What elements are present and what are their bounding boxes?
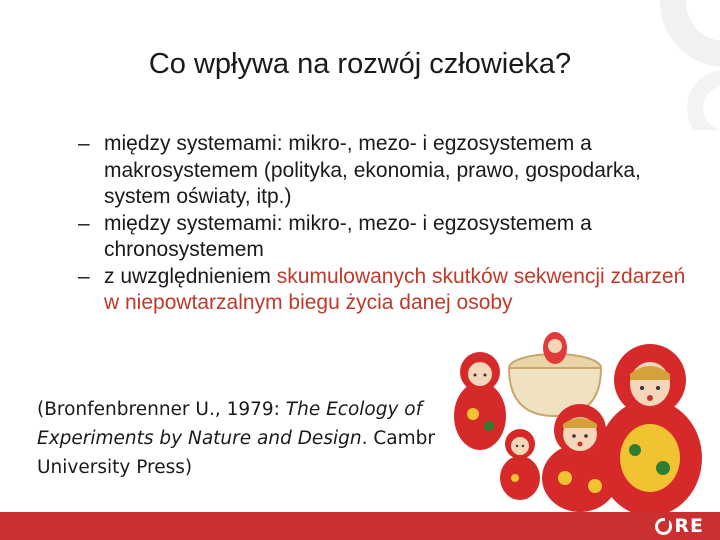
bullet-dash: –	[78, 132, 90, 155]
citation-title-part: Experiments by Nature and Design	[37, 428, 362, 449]
citation-line	[37, 453, 477, 482]
citation-line	[37, 424, 477, 453]
matryoshka-dolls-photo	[445, 318, 713, 514]
citation	[37, 395, 477, 482]
citation-line	[37, 395, 477, 424]
bullet-text: między systemami: mikro-, mezo- i egzosystemem a makrosystemem (polityka, ekonomia, prawo, gospodarka, system oświaty, itp.)	[104, 132, 641, 208]
footer-bar	[0, 512, 720, 540]
slide-title: Co wpływa na rozwój człowieka?	[148, 48, 572, 80]
bullet-text: między systemami: mikro-, mezo- i egzosystemem a chronosystemem	[104, 211, 592, 261]
bullet-item	[78, 264, 698, 317]
bullet-list	[78, 131, 698, 338]
citation-author: (Bronfenbrenner U., 1979:	[37, 399, 286, 420]
bullet-dash: –	[78, 211, 90, 235]
citation-title-part: The Ecology of	[285, 399, 423, 420]
logo-text: RE	[674, 515, 704, 537]
citation-publisher: University Press)	[37, 457, 193, 478]
bullet-text: z uwzględnieniem	[104, 264, 277, 288]
ore-logo	[655, 515, 704, 537]
bullet-highlight-text: skumulowanych skutków sekwencji zdarzeń w niepowtarzalnym biegu życia danej osoby	[104, 264, 686, 314]
citation-publisher: . Cambr	[361, 428, 435, 449]
bullet-item	[78, 211, 698, 264]
matryoshka-dolls-icon	[445, 318, 713, 514]
bullet-dash: –	[78, 264, 90, 288]
bullet-item	[78, 131, 698, 211]
power-o-icon	[655, 518, 672, 535]
